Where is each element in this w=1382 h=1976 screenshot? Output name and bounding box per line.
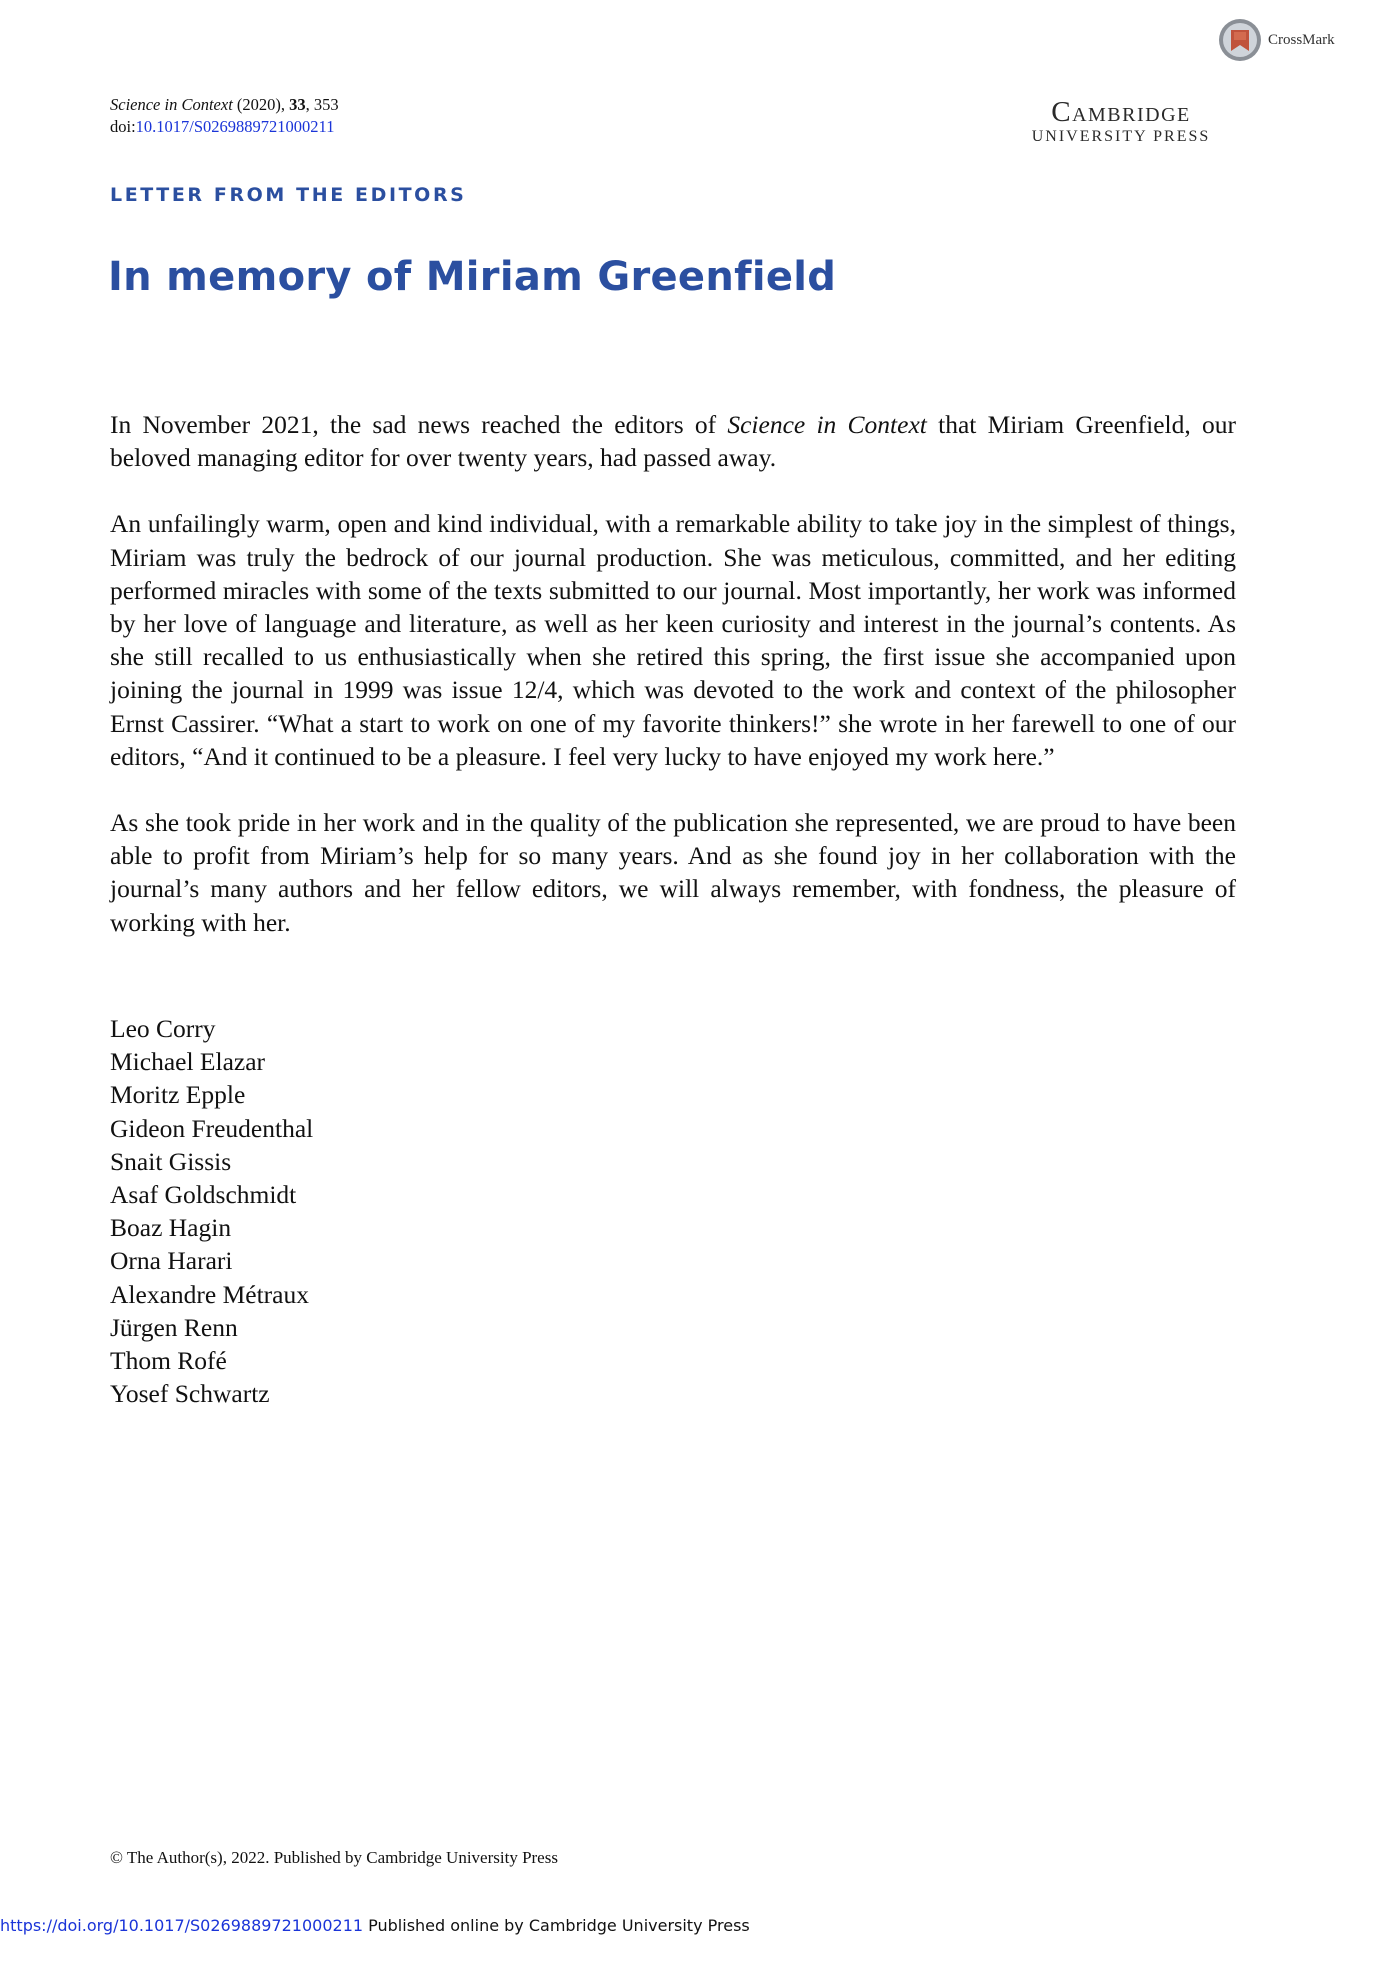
- article-body: [110, 408, 1236, 972]
- paragraph-1-journal: Science in Context: [727, 410, 927, 439]
- citation-journal: Science in Context: [110, 95, 233, 114]
- paragraph-3: As she took pride in her work and in the quality of the publication she represented, we are proud to have been able to profit from Miriam’s help for so many years. And as she found joy in her collaboration with the journal’s many authors and her fellow editors, we will always remember, with fondness, the pleasure of working with her.: [110, 808, 1236, 937]
- footer-published-text: Published online by Cambridge University Press: [363, 1916, 750, 1935]
- crossmark-icon: [1218, 18, 1262, 62]
- publisher-logo: [1010, 97, 1232, 146]
- signatory: Leo Corry: [110, 1014, 216, 1043]
- citation-line: [110, 94, 339, 116]
- paragraph-1: [110, 408, 1236, 474]
- signatory: Snait Gissis: [110, 1146, 232, 1176]
- copyright-notice: © The Author(s), 2022. Published by Cambridge University Press: [110, 1848, 558, 1867]
- signatory: Michael Elazar: [110, 1047, 266, 1077]
- crossmark-badge[interactable]: [1218, 18, 1335, 62]
- page-footer: [0, 1916, 750, 1935]
- signatory: Yosef Schwartz: [110, 1379, 270, 1409]
- doi-link[interactable]: 10.1017/S0269889721000211: [135, 117, 335, 136]
- publisher-logo-line1: Cambridge: [1051, 96, 1191, 128]
- article-title: In memory of Miriam Greenfield: [108, 254, 837, 300]
- citation-volume: 33: [289, 95, 306, 114]
- paragraph-2: An unfailingly warm, open and kind individual, with a remarkable ability to take joy in the simplest of things, Miriam was truly the bedrock of our journal production. She was meticulous, committed, and her editing performed miracles with some of the texts submitted to our journal. Most importantly, her work was informed by her love of language and literature, as well as her keen curiosity and interest in the journal’s contents. As she still recalled to us enthusiastically when she retired this spring, the first issue she accompanied upon joining the journal in 1999 was issue 12/4, which was devoted to the work and context of the philosopher Ernst Cassirer. “What a start to work on one of my favorite thinkers!” she wrote in her farewell to one of our editors, “And it continued to be a pleasure. I feel very lucky to have enjoyed my work here.”: [110, 509, 1236, 771]
- signatory: Alexandre Métraux: [110, 1279, 309, 1309]
- crossmark-label: CrossMark: [1268, 31, 1335, 48]
- paragraph-1-end: that Miriam Greenfield, our beloved managing editor for over twenty years, had passed away.: [110, 410, 1236, 473]
- publisher-logo-line2: UNIVERSITY PRESS: [1031, 128, 1211, 145]
- citation-doi-line: [110, 116, 339, 138]
- signatory: Thom Rofé: [110, 1346, 227, 1376]
- signatory: Asaf Goldschmidt: [110, 1180, 297, 1210]
- citation-pages: , 353: [305, 95, 339, 114]
- signatory: Orna Harari: [110, 1246, 233, 1276]
- citation-block: [110, 94, 339, 138]
- signatory: Moritz Epple: [110, 1080, 246, 1110]
- paragraph-1-start: In November 2021, the sad news reached the editors of: [110, 410, 728, 439]
- signatory-list: [110, 1012, 313, 1410]
- signatory: Jürgen Renn: [110, 1312, 238, 1342]
- signatory: Gideon Freudenthal: [110, 1113, 314, 1143]
- signatory: Boaz Hagin: [110, 1213, 232, 1243]
- doi-prefix: doi:: [110, 117, 136, 136]
- citation-year: (2020),: [236, 95, 286, 114]
- section-label: LETTER FROM THE EDITORS: [110, 184, 467, 206]
- footer-doi-link[interactable]: https://doi.org/10.1017/S0269889721000211: [0, 1916, 364, 1935]
